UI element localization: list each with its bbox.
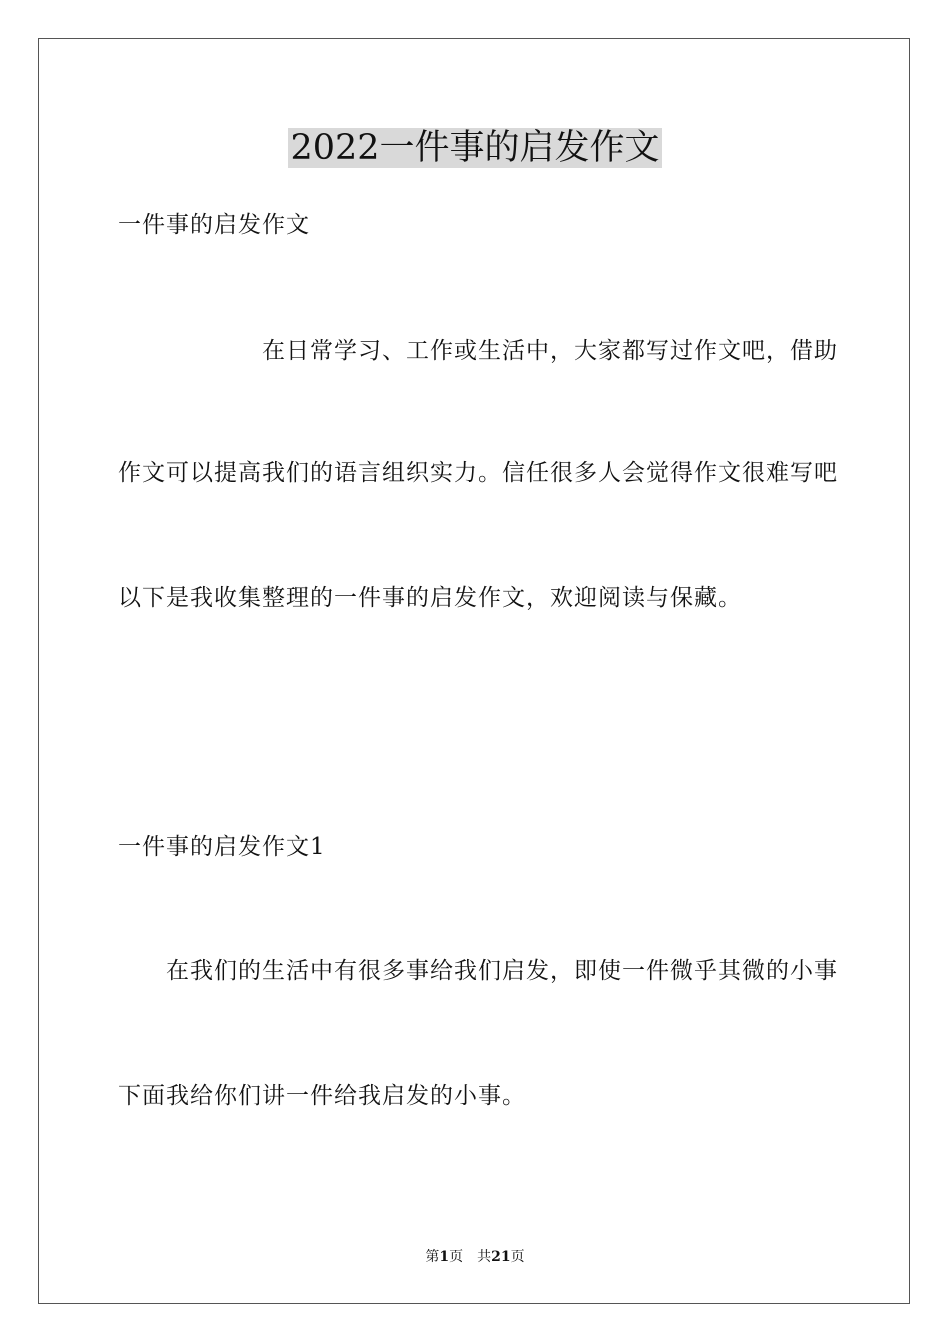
intro-paragraph-line-1: 在日常学习、工作或生活中，大家都写过作文吧，借助 (262, 338, 838, 364)
footer-total-pages: 21 (491, 1249, 511, 1265)
footer-total-prefix: 共 (477, 1249, 492, 1265)
intro-paragraph-line-2: 作文可以提高我们的语言组织实力。信任很多人会觉得作文很难写吧 (118, 460, 838, 486)
footer-page-prefix: 第 (425, 1249, 440, 1265)
document-title (0, 126, 950, 170)
footer-page-suffix: 页 (449, 1249, 464, 1265)
page-footer (0, 1248, 950, 1266)
footer-page-number: 1 (439, 1249, 450, 1265)
footer-total-suffix: 页 (510, 1249, 525, 1265)
section1-heading: 一件事的启发作文1 (118, 834, 326, 860)
section1-paragraph-line-2: 下面我给你们讲一件给我启发的小事。 (118, 1083, 526, 1109)
document-title-text: 2022一件事的启发作文 (290, 128, 660, 168)
section1-paragraph-line-1: 在我们的生活中有很多事给我们启发，即使一件微乎其微的小事 (166, 958, 838, 984)
intro-paragraph-line-3: 以下是我收集整理的一件事的启发作文，欢迎阅读与保藏。 (118, 585, 742, 611)
document-heading: 一件事的启发作文 (118, 212, 310, 238)
